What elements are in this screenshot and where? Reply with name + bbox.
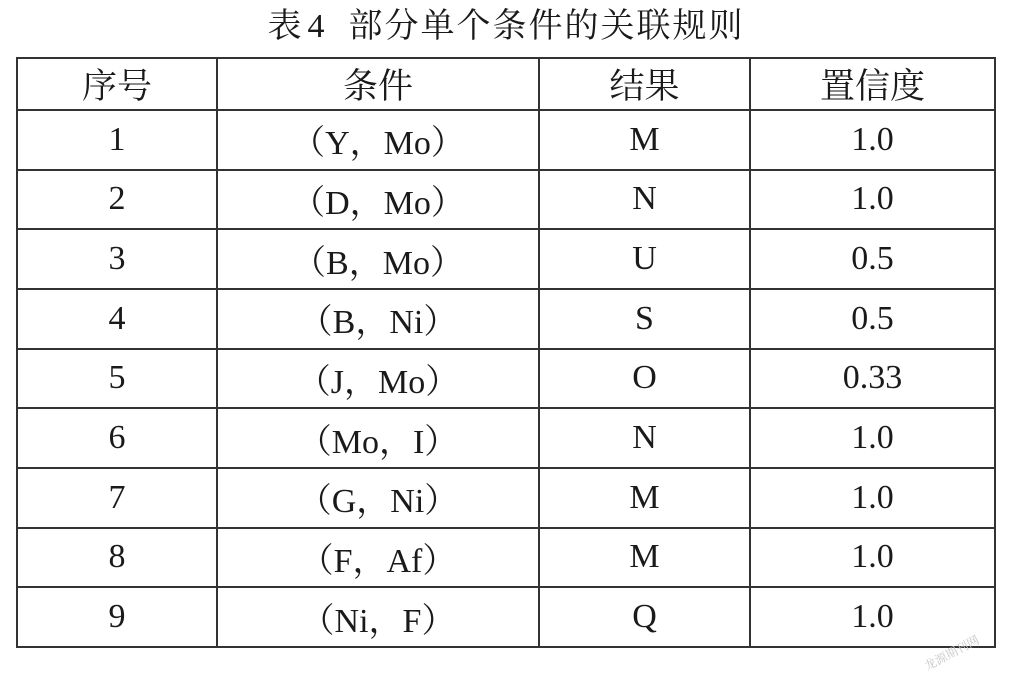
cell-index: 7 [17,468,217,528]
cell-condition: （Ni，F） [217,587,539,647]
cell-result: M [539,528,750,588]
cell-condition: （F，Af） [217,528,539,588]
header-index: 序号 [17,58,217,110]
cell-index: 4 [17,289,217,349]
cell-confidence: 0.5 [750,289,995,349]
cell-index: 3 [17,229,217,289]
table-row [17,408,995,468]
watermark-text: 龙源期刊网 [921,632,982,674]
cell-condition: （D，Mo） [217,170,539,230]
table-row [17,528,995,588]
cell-condition: （G，Ni） [217,468,539,528]
table-row [17,349,995,409]
association-rules-table [16,57,996,648]
table-caption [0,2,1012,52]
table-row [17,289,995,349]
cell-result: M [539,110,750,170]
cell-confidence: 0.5 [750,229,995,289]
cell-condition: （Mo，I） [217,408,539,468]
caption-label: 表 [267,8,304,45]
cell-result: N [539,408,750,468]
cell-condition: （J，Mo） [217,349,539,409]
cell-result: U [539,229,750,289]
cell-confidence: 1.0 [750,587,995,647]
table-row [17,229,995,289]
table-row [17,587,995,647]
table-row [17,110,995,170]
caption-title: 部分单个条件的关联规则 [348,8,745,45]
cell-condition: （B，Mo） [217,229,539,289]
cell-condition: （Y，Mo） [217,110,539,170]
cell-index: 6 [17,408,217,468]
cell-index: 9 [17,587,217,647]
caption-number: 4 [307,8,327,45]
cell-confidence: 1.0 [750,468,995,528]
cell-condition: （B，Ni） [217,289,539,349]
cell-index: 5 [17,349,217,409]
table-row [17,468,995,528]
cell-index: 1 [17,110,217,170]
header-row [17,58,995,110]
cell-result: Q [539,587,750,647]
header-result: 结果 [539,58,750,110]
cell-result: S [539,289,750,349]
cell-result: N [539,170,750,230]
cell-confidence: 1.0 [750,170,995,230]
header-condition: 条件 [217,58,539,110]
header-confidence: 置信度 [750,58,995,110]
table-row [17,170,995,230]
cell-result: O [539,349,750,409]
cell-index: 2 [17,170,217,230]
cell-confidence: 1.0 [750,408,995,468]
cell-index: 8 [17,528,217,588]
cell-confidence: 0.33 [750,349,995,409]
cell-confidence: 1.0 [750,110,995,170]
cell-result: M [539,468,750,528]
cell-confidence: 1.0 [750,528,995,588]
